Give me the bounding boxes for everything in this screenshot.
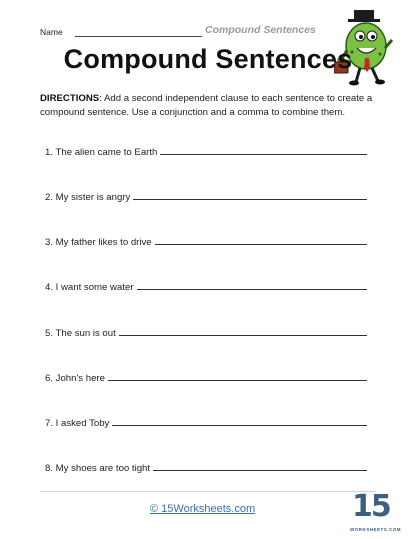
question-text: 2. My sister is angry bbox=[45, 192, 131, 203]
question-item bbox=[45, 460, 367, 474]
question-item bbox=[45, 144, 367, 158]
question-text: 8. My shoes are too tight bbox=[45, 463, 151, 474]
answer-line[interactable] bbox=[137, 288, 367, 290]
directions-label: DIRECTIONS bbox=[40, 93, 100, 104]
answer-line[interactable] bbox=[112, 424, 367, 426]
answer-line[interactable] bbox=[153, 469, 367, 471]
question-text: 5. The sun is out bbox=[45, 328, 116, 339]
question-text: 3. My father likes to drive bbox=[45, 237, 152, 248]
answer-line[interactable] bbox=[160, 153, 367, 155]
name-label: Name bbox=[40, 27, 63, 37]
question-text: 7. I asked Toby bbox=[45, 418, 110, 429]
footer-link[interactable]: © 15Worksheets.com bbox=[150, 503, 256, 515]
question-item bbox=[45, 279, 367, 293]
answer-line[interactable] bbox=[119, 334, 367, 336]
question-item bbox=[45, 370, 367, 384]
answer-line[interactable] bbox=[155, 243, 367, 245]
directions bbox=[40, 92, 380, 119]
logo-caption: WORKSHEETS.COM bbox=[350, 527, 402, 532]
answer-line[interactable] bbox=[133, 198, 367, 200]
logo-number: 15 bbox=[352, 489, 390, 524]
question-item bbox=[45, 415, 367, 429]
question-text: 6. John's here bbox=[45, 373, 105, 384]
header-title: Compound Sentences bbox=[205, 24, 316, 36]
directions-text: : Add a second independent clause to each sentence to create a compound sentence. Use a conjunction and a comma to combine them. bbox=[40, 93, 373, 118]
question-item bbox=[45, 189, 367, 203]
worksheets-logo[interactable] bbox=[350, 489, 402, 537]
page-title: Compound Sentences bbox=[63, 44, 353, 74]
question-text: 4. I want some water bbox=[45, 282, 134, 293]
question-item bbox=[45, 325, 367, 339]
name-blank-line bbox=[75, 36, 202, 37]
answer-line[interactable] bbox=[108, 379, 367, 381]
question-text: 1. The alien came to Earth bbox=[45, 147, 158, 158]
footer-divider bbox=[40, 491, 376, 492]
question-item bbox=[45, 234, 367, 248]
